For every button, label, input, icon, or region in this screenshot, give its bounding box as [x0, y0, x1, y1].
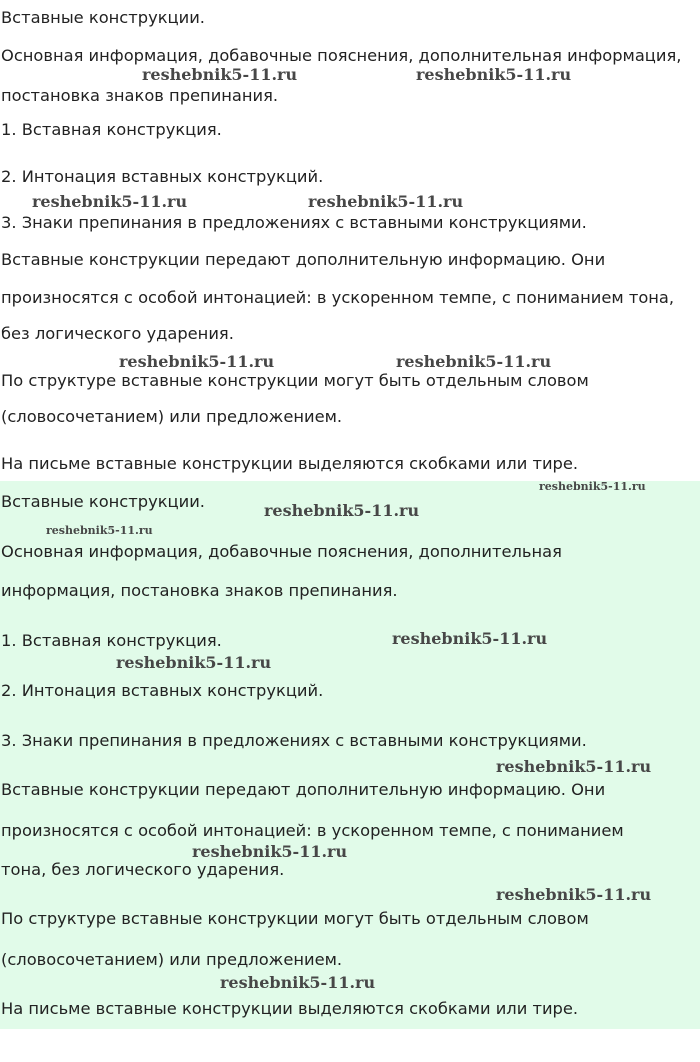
watermark: reshebnik5-11.ru [539, 480, 646, 493]
paragraph-line: произносятся с особой интонацией: в ускоренном темпе, с пониманием [1, 821, 624, 840]
watermark: reshebnik5-11.ru [308, 192, 464, 211]
watermark: reshebnik5-11.ru [392, 629, 548, 648]
highlighted-section [0, 481, 700, 1029]
paragraph-line: тона, без логического ударения. [1, 860, 285, 879]
info-line: Основная информация, добавочные пояснения, дополнительная [1, 542, 562, 561]
paragraph-line: Вставные конструкции передают дополнительную информацию. Они [1, 250, 606, 269]
paragraph-line: (словосочетанием) или предложением. [1, 407, 343, 426]
list-item: 1. Вставная конструкция. [1, 120, 222, 139]
list-item: 3. Знаки препинания в предложениях с вставными конструкциями. [1, 731, 587, 750]
paragraph-line: На письме вставные конструкции выделяются скобками или тире. [1, 999, 579, 1018]
watermark: reshebnik5-11.ru [496, 885, 652, 904]
watermark: reshebnik5-11.ru [416, 65, 572, 84]
watermark: reshebnik5-11.ru [220, 973, 376, 992]
list-item: 2. Интонация вставных конструкций. [1, 167, 324, 186]
watermark: reshebnik5-11.ru [119, 352, 275, 371]
section-title: Вставные конструкции. [1, 8, 205, 27]
watermark: reshebnik5-11.ru [192, 842, 348, 861]
section-title: Вставные конструкции. [1, 492, 205, 511]
watermark: reshebnik5-11.ru [264, 501, 420, 520]
watermark: reshebnik5-11.ru [116, 653, 272, 672]
watermark: reshebnik5-11.ru [142, 65, 298, 84]
info-line: информация, постановка знаков препинания. [1, 581, 398, 600]
paragraph-line: На письме вставные конструкции выделяются скобками или тире. [1, 454, 579, 473]
paragraph-line: По структуре вставные конструкции могут быть отдельным словом [1, 371, 589, 390]
watermark: reshebnik5-11.ru [396, 352, 552, 371]
paragraph-line: без логического ударения. [1, 324, 234, 343]
list-item: 2. Интонация вставных конструкций. [1, 681, 324, 700]
watermark: reshebnik5-11.ru [46, 524, 153, 537]
watermark: reshebnik5-11.ru [496, 757, 652, 776]
paragraph-line: (словосочетанием) или предложением. [1, 950, 343, 969]
list-item: 3. Знаки препинания в предложениях с вставными конструкциями. [1, 213, 587, 232]
paragraph-line: произносятся с особой интонацией: в ускоренном темпе, с пониманием тона, [1, 288, 675, 307]
watermark: reshebnik5-11.ru [32, 192, 188, 211]
paragraph-line: Вставные конструкции передают дополнительную информацию. Они [1, 780, 606, 799]
paragraph-line: По структуре вставные конструкции могут быть отдельным словом [1, 909, 589, 928]
info-line: Основная информация, добавочные пояснения, дополнительная информация, [1, 46, 682, 65]
info-line: постановка знаков препинания. [1, 86, 279, 105]
list-item: 1. Вставная конструкция. [1, 631, 222, 650]
